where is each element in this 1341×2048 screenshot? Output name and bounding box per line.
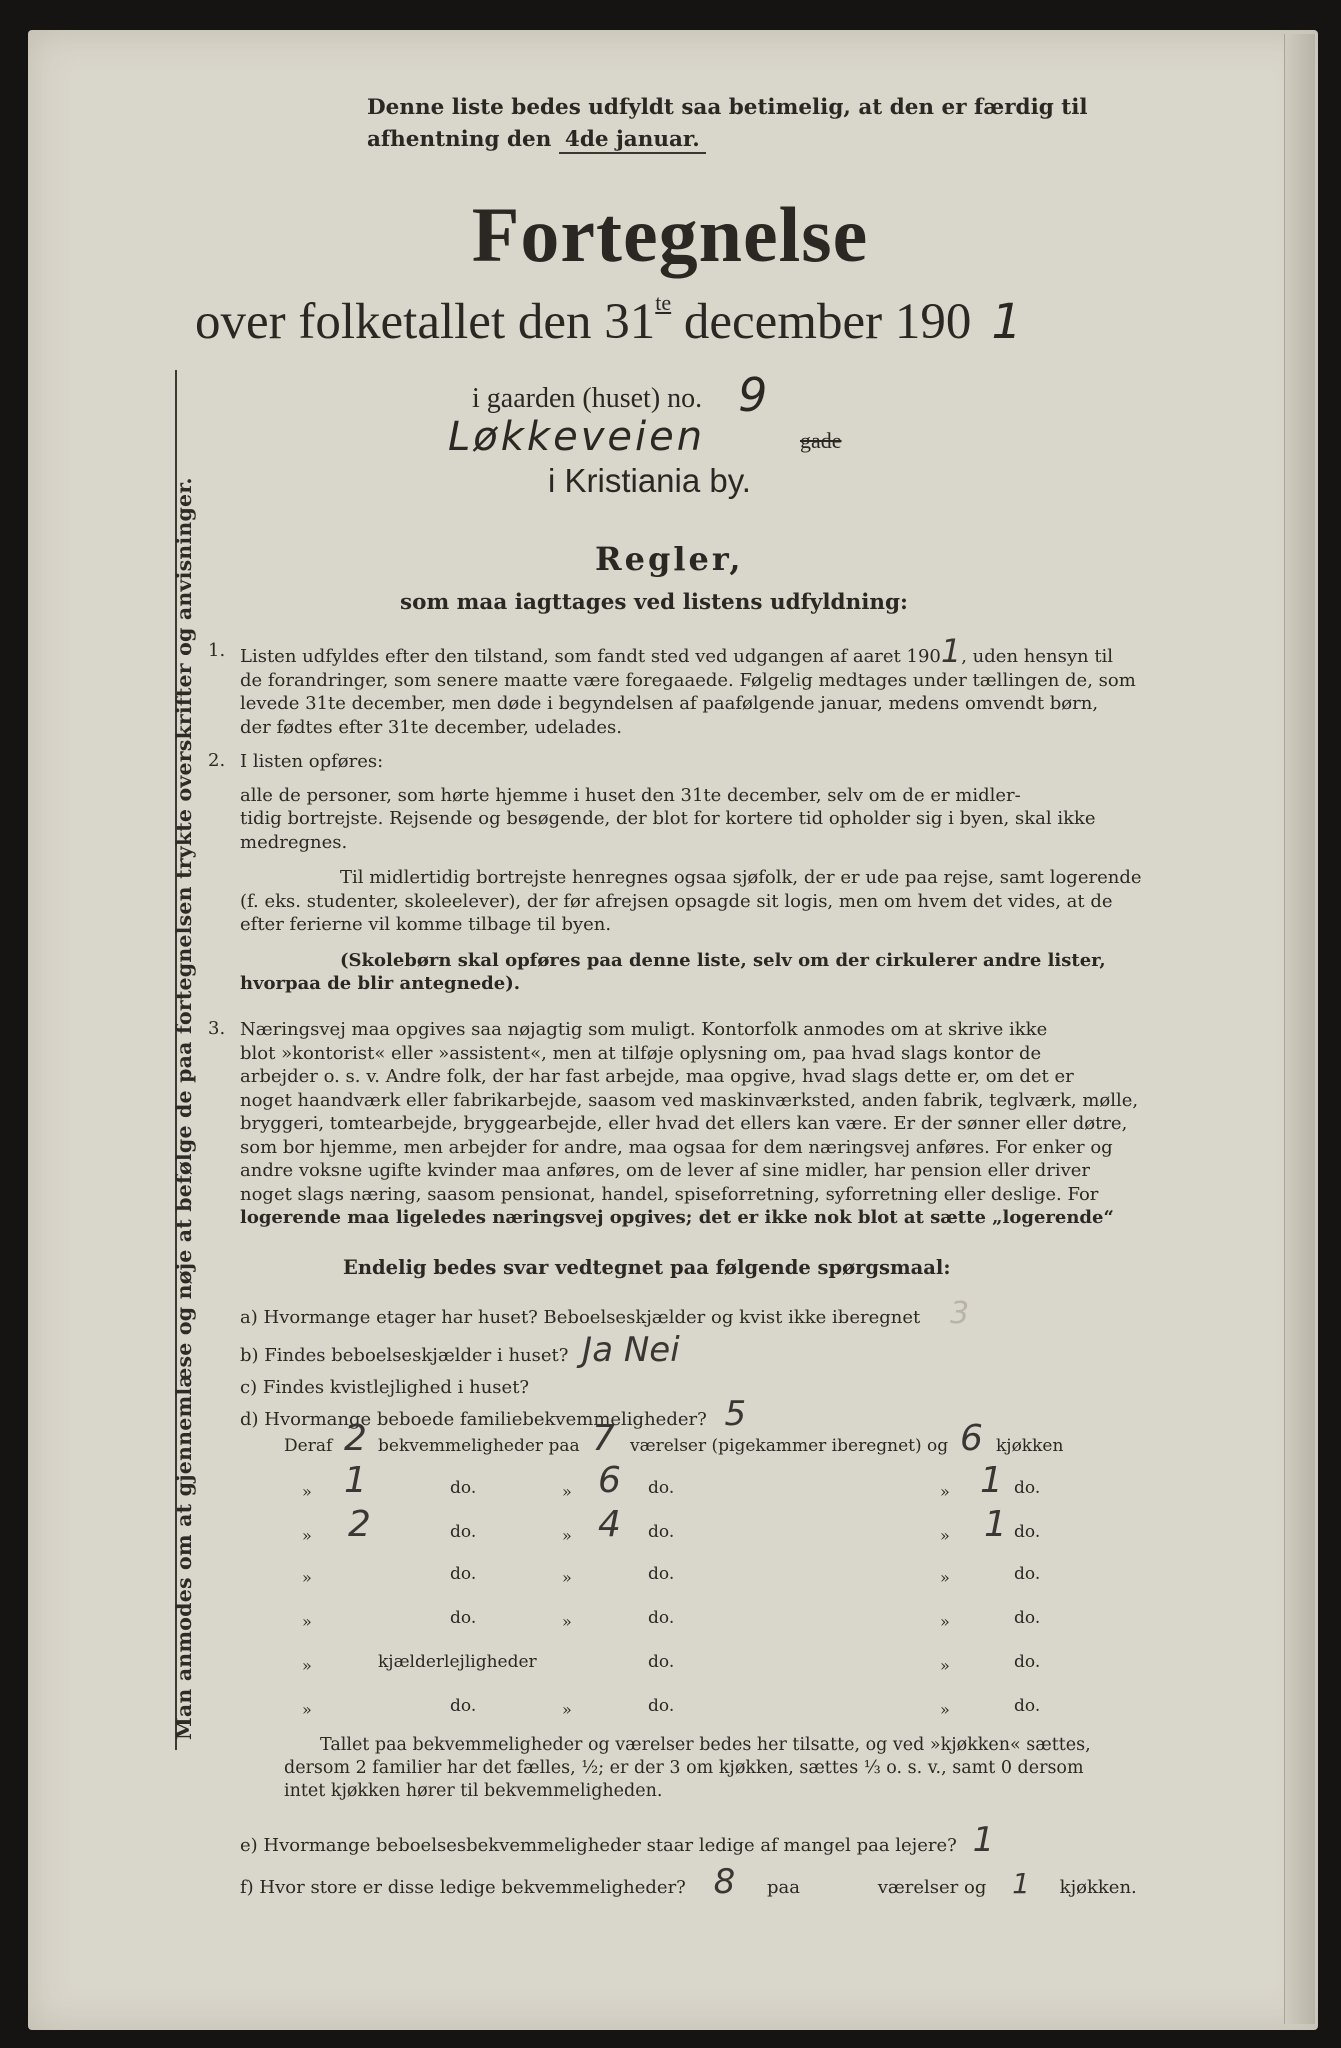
question-a: a) Hvormange etager har huset? Beboelseskjælder og kvist ikke iberegnet 3	[240, 1296, 970, 1331]
ditto-mark: »	[940, 1526, 950, 1545]
do-label: do.	[450, 1696, 477, 1716]
rule1-year-handwritten: 1	[940, 632, 962, 670]
ditto-mark: »	[940, 1482, 950, 1501]
year-handwritten: 1	[991, 294, 1022, 350]
city-line: i Kristiania by.	[548, 462, 751, 499]
ditto-mark: »	[940, 1656, 950, 1675]
pickup-notice	[367, 92, 1147, 156]
do-label: do.	[648, 1652, 675, 1672]
house-number-handwritten: 9	[738, 368, 768, 422]
answer-b-handwritten: Ja Nei	[582, 1330, 680, 1370]
ditto-mark: »	[302, 1568, 312, 1587]
do-label: do.	[1014, 1522, 1041, 1542]
rule-number: 2.	[208, 750, 226, 771]
ditto-mark: »	[940, 1568, 950, 1587]
street-handwritten: Løkkeveien	[448, 414, 706, 460]
deraf-row-0-a: 2	[344, 1418, 367, 1459]
rules-heading: Regler,	[595, 540, 744, 578]
do-label: do.	[1014, 1696, 1041, 1716]
deraf-col2: værelser (pigekammer iberegnet) og	[630, 1436, 949, 1456]
answer-a-handwritten: 3	[949, 1296, 970, 1331]
question-f: f) Hvor store er disse ledige bekvemmeligheder? 8 paa værelser og 1 kjøkken.	[240, 1862, 1137, 1902]
street-suffix: gade	[800, 428, 842, 453]
endelig-heading: Endelig bedes svar vedtegnet paa følgende spørgsmaal:	[343, 1256, 951, 1279]
rule-number: 1.	[208, 640, 226, 661]
paper-edge	[1284, 34, 1315, 2024]
do-label: do.	[450, 1608, 477, 1628]
rule-3: Næringsvej maa opgives saa nøjagtig som muligt. Kontorfolk anmodes om at skrive ikke blot »kontorist« eller »assistent«, men at tilføje oplysning om, paa hvad slags kontor de arbejder o. s. v. Andre folk, der har fast arbejde, maa opgive, hvad slags dette er, om det er noget haandværk eller fabrikarbejde, saasom ved maskinværksted, anden fabrik, teglværk, mølle, bryggeri, tomtearbejde, bryggearbejde, eller hvad det ellers kan være. Er der sønner eller døtre, som bor hjemme, men arbejder for andre, maa ogsaa for dem næringsvej anføres. For enker og andre voksne ugifte kvinder maa anføres, om de lever af sine midler, har pension eller driver noget slags næring, saasom pensionat, handel, spiseforretning, syforretning eller deslige. For logerende maa ligeledes næringsvej opgives; det er ikke nok blot at sætte „logerende“	[240, 1019, 1139, 1228]
pickup-date: 4de januar.	[559, 127, 706, 154]
do-label: do.	[648, 1608, 675, 1628]
ditto-mark: »	[302, 1482, 312, 1501]
rule-number: 3.	[208, 1018, 226, 1039]
rules-subheading: som maa iagttages ved listens udfyldning:	[400, 590, 908, 615]
rule-1: Listen udfyldes efter den tilstand, som fandt sted ved udgangen af aaret 1901, uden hensyn til de forandringer, som senere maatte være foregaaede. Følgelig medtages under tællingen de, som levede 31te december, men døde i begyndelsen af paafølgende januar, medens omvendt børn, der fødtes efter 31te december, udelades.	[240, 632, 1136, 738]
answer-f-kitchen-handwritten: 1	[1012, 1867, 1030, 1900]
ditto-mark: »	[940, 1700, 950, 1719]
deraf-row-1-a: 1	[344, 1460, 367, 1501]
ditto-mark: »	[940, 1612, 950, 1631]
question-c: c) Findes kvistlejlighed i huset?	[240, 1377, 530, 1398]
ditto-mark: »	[302, 1612, 312, 1631]
answer-f-rooms-handwritten: 8	[713, 1862, 736, 1902]
do-label: do.	[648, 1522, 675, 1542]
ditto-mark: »	[562, 1612, 572, 1631]
deraf-row-0-c: 6	[960, 1418, 983, 1459]
notice-line2: afhentning den 4de januar.	[367, 124, 1147, 156]
do-label: do.	[1014, 1608, 1041, 1628]
notice-line1: Denne liste bedes udfyldt saa betimelig, at den er færdig til	[367, 95, 1088, 120]
answer-e-handwritten: 1	[972, 1820, 995, 1860]
deraf-col3: kjøkken	[996, 1436, 1064, 1456]
tallet-note: Tallet paa bekvemmeligheder og værelser bedes her tilsatte, og ved »kjøkken« sættes, dersom 2 familier har det fælles, ½; er der 3 om kjøkken, sættes ⅓ o. s. v., samt 0 dersom intet kjøkken hører til bekvemmeligheden.	[284, 1735, 1091, 1801]
deraf-row-0-b: 7	[592, 1418, 615, 1459]
form-subtitle: over folketallet den $31^{te}$ december 190 1	[195, 290, 1022, 350]
deraf-label: Deraf	[284, 1436, 333, 1456]
question-e: e) Hvormange beboelsesbekvemmeligheder staar ledige af mangel paa lejere? 1	[240, 1820, 995, 1860]
ditto-mark: »	[562, 1482, 572, 1501]
answer-d-handwritten: 5	[724, 1394, 747, 1434]
question-b: b) Findes beboelseskjælder i huset? Ja Nei	[240, 1330, 680, 1370]
side-instruction: Man anmodes om at gjennemlæse og nøje at befølge de paa fortegnelsen trykte overskrifter og anvisninger.	[172, 477, 196, 1740]
do-label: do.	[450, 1564, 477, 1584]
question-d: d) Hvormange beboede familiebekvemmeligheder? 5	[240, 1394, 747, 1434]
ditto-mark: »	[562, 1568, 572, 1587]
kjaelder-label: kjælderlejligheder	[378, 1652, 537, 1672]
ditto-mark: »	[302, 1656, 312, 1675]
deraf-row-2-a: 2	[348, 1504, 371, 1545]
do-label: do.	[450, 1522, 477, 1542]
do-label: do.	[450, 1478, 477, 1498]
deraf-row-1-b: 6	[598, 1460, 621, 1501]
form-title: Fortegnelse	[471, 191, 869, 278]
deraf-col1: bekvemmeligheder paa	[378, 1436, 580, 1456]
ditto-mark: »	[302, 1526, 312, 1545]
ditto-mark: »	[302, 1700, 312, 1719]
do-label: do.	[648, 1696, 675, 1716]
do-label: do.	[1014, 1652, 1041, 1672]
do-label: do.	[1014, 1478, 1041, 1498]
do-label: do.	[648, 1564, 675, 1584]
house-number-line: i gaarden (huset) no. 9	[472, 368, 768, 422]
deraf-row-1-c: 1	[980, 1460, 1003, 1501]
ditto-mark: »	[562, 1526, 572, 1545]
deraf-row-2-c: 1	[984, 1504, 1007, 1545]
do-label: do.	[1014, 1564, 1041, 1584]
ditto-mark: »	[562, 1700, 572, 1719]
do-label: do.	[648, 1478, 675, 1498]
rule-2: I listen opføres: alle de personer, som hørte hjemme i huset den 31te december, selv om de er midler- tidig bortrejste. Rejsende og besøgende, der blot for kortere tid opholder sig i byen, skal ikke medregnes. Til midlertidig bortrejste henregnes ogsaa sjøfolk, der er ude paa rejse, samt logerende (f. eks. studenter, skoleelever), der før afrejsen opsagde sit logis, men om hvem det vides, at de efter ferierne vil komme tilbage til byen. (Skolebørn skal opføres paa denne liste, selv om der cirkulerer andre lister, hvorpaa de blir antegnede).	[240, 751, 1142, 994]
deraf-row-2-b: 4	[598, 1504, 621, 1545]
